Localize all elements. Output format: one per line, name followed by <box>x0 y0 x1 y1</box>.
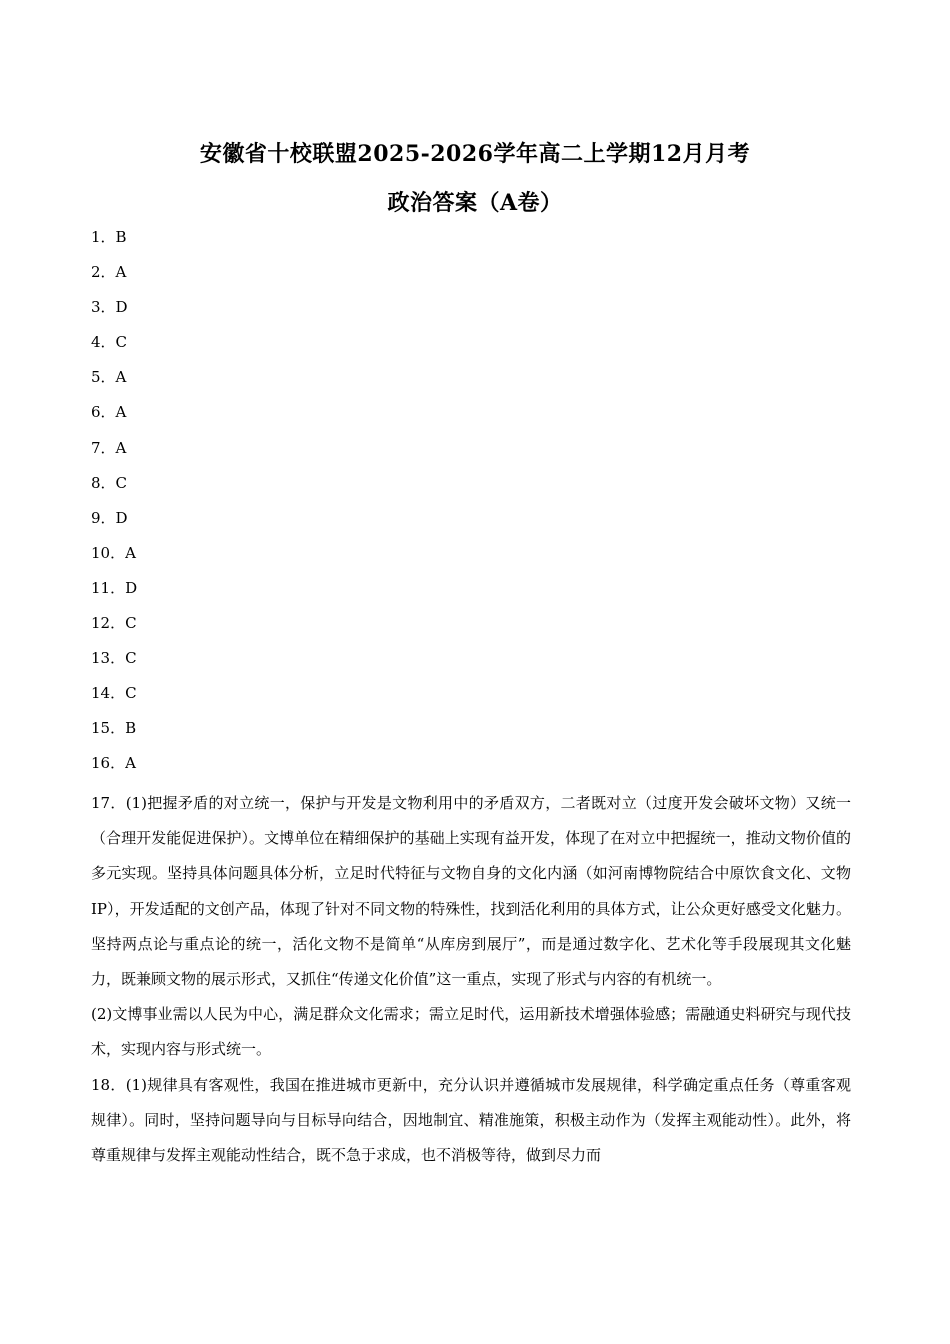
answer-item-9: 9．D <box>91 508 128 527</box>
answer-item-11: 11．D <box>91 578 138 597</box>
answer-item-10: 10．A <box>91 543 136 562</box>
essay-answers <box>91 786 851 1173</box>
answer-item-12: 12．C <box>91 614 137 633</box>
answer-item-1: 1．B <box>91 228 127 246</box>
answer-item-5: 5．A <box>91 368 127 387</box>
answer-item-6: 6．A <box>91 403 127 422</box>
answer-item-4: 4．C <box>91 333 128 352</box>
answer-item-2: 2．A <box>91 263 127 282</box>
document-title: 安徽省十校联盟2025-2026学年高二上学期12月月考 <box>199 141 751 167</box>
q17-part1-answer: 17．(1)把握矛盾的对立统一，保护与开发是文物利用中的矛盾双方，二者既对立（过度开发会破坏文物）又统一（合理开发能促进保护）。文博单位在精细保护的基础上实现有益开发，体现了在对立中把握统一，推动文物价值的多元实现。坚持具体问题具体分析，立足时代特征与文物自身的文化内涵（如河南博物院结合中原饮食文化、文物IP），开发适配的文创产品，体现了针对不同文物的特殊性，找到活化利用的具体方式，让公众更好感受文化魅力。坚持两点论与重点论的统一，活化文物不是简单“从库房到展厅”，而是通过数字化、艺术化等手段展现其文化魅力，既兼顾文物的展示形式，又抓住“传递文化价值”这一重点，实现了形式与内容的有机统一。 <box>91 794 851 989</box>
answer-list <box>91 225 137 787</box>
answer-item-7: 7．A <box>91 438 127 457</box>
document-subtitle: 政治答案（A卷） <box>387 190 563 216</box>
answer-item-16: 16．A <box>91 754 136 773</box>
answer-item-15: 15．B <box>91 719 137 738</box>
q18-part1-answer: 18．(1)规律具有客观性，我国在推进城市更新中，充分认识并遵循城市发展规律，科学确定重点任务（尊重客观规律）。同时，坚持问题导向与目标导向结合，因地制宜、精准施策，积极主动作为（发挥主观能动性）。此外，将尊重规律与发挥主观能动性结合，既不急于求成，也不消极等待，做到尽力而 <box>91 1075 851 1165</box>
answer-item-13: 13．C <box>91 649 137 668</box>
q17-part2-answer: (2)文博事业需以人民为中心，满足群众文化需求；需立足时代，运用新技术增强体验感；需融通史料研究与现代技术，实现内容与形式统一。 <box>91 1005 851 1059</box>
answer-item-3: 3．D <box>91 298 128 317</box>
answer-item-14: 14．C <box>91 684 137 703</box>
answer-item-8: 8．C <box>91 473 128 492</box>
